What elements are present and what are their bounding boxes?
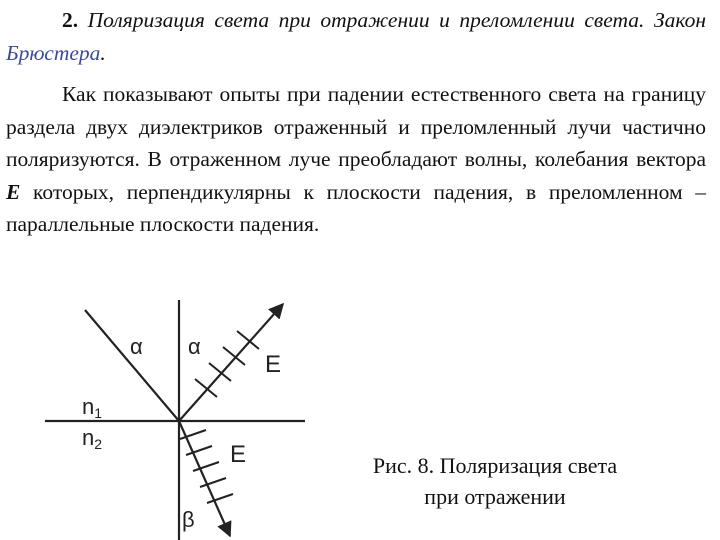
body-paragraph: [6, 78, 706, 241]
section-title-accent: Брюстера: [6, 40, 101, 65]
e-refracted-label: E: [230, 441, 247, 468]
n2-subscript: 2: [94, 436, 103, 452]
polarization-diagram: [30, 290, 320, 540]
section-title-end: .: [100, 40, 106, 65]
section-heading: [6, 4, 706, 69]
n2-letter: n: [82, 425, 95, 450]
n1-subscript: 1: [94, 405, 103, 421]
section-number: 2.: [62, 8, 79, 32]
beta-label: β: [182, 507, 195, 532]
n2-label: [82, 425, 102, 452]
section-title: Поляризация света при отражении и преломлении света. Закон: [87, 8, 706, 32]
figure-caption: [320, 450, 670, 512]
caption-line-2: при отражении: [424, 484, 566, 509]
vector-symbol: E: [6, 179, 21, 204]
alpha-incident-label: α: [130, 334, 143, 359]
caption-line-1: Рис. 8. Поляризация света: [372, 453, 618, 478]
body-text-part1: Как показывают опыты при падении естественного света на границу раздела двух диэлектриков отраженный и преломленный лучи частично поляризуются. В отраженном луче преобладают волны, колебания вектора: [6, 82, 706, 171]
n1-label: [82, 394, 102, 421]
n1-letter: n: [82, 394, 95, 419]
body-text-part2: которых, перпендикулярны к плоскости падения, в преломленном – параллельные плоскости падения.: [6, 179, 706, 236]
e-reflected-label: E: [265, 351, 282, 378]
alpha-reflected-label: α: [188, 334, 201, 359]
